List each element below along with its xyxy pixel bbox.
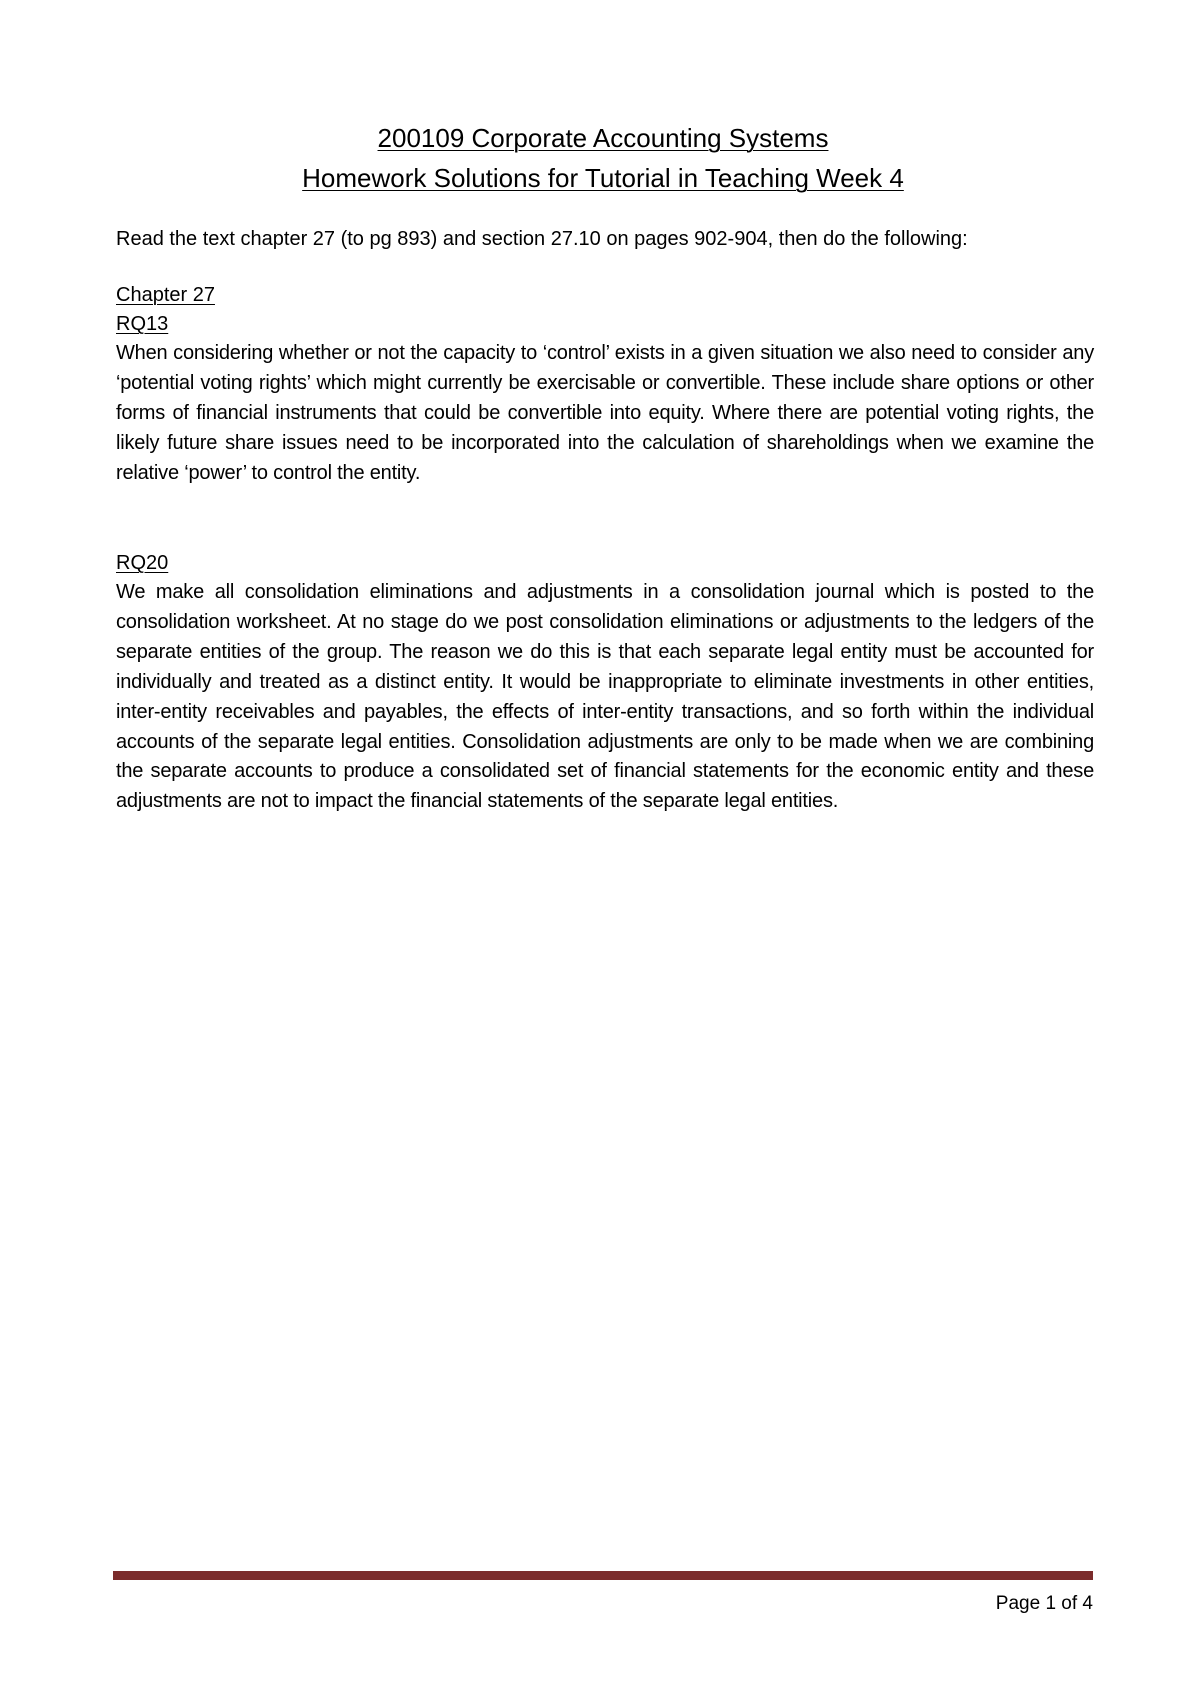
chapter-heading: Chapter 27 bbox=[116, 284, 215, 306]
section-text-rq13: When considering whether or not the capacity to ‘control’ exists in a given situation we also need to consider any ‘potential voting rights’ which might currently be exercisable or convertible. These include share options or other forms of financial instruments that could be convertible into equity. Where there are potential voting rights, the likely future share issues need to be incorporated into the calculation of shareholdings when we examine the relative ‘power’ to control the entity. bbox=[116, 342, 1094, 484]
footer-rule bbox=[113, 1571, 1093, 1580]
section-heading-rq20: RQ20 bbox=[116, 552, 169, 574]
section-heading-rq13: RQ13 bbox=[116, 313, 169, 335]
title-line-course bbox=[113, 118, 1093, 158]
document-title bbox=[113, 118, 1093, 198]
title-line-subtitle bbox=[113, 158, 1093, 198]
course-title: 200109 Corporate Accounting Systems bbox=[377, 123, 829, 153]
reading-instructions: Read the text chapter 27 (to pg 893) and section 27.10 on pages 902-904, then do the following: bbox=[116, 228, 968, 250]
section-text-rq20: We make all consolidation eliminations and adjustments in a consolidation journal which is posted to the consolidation worksheet. At no stage do we post consolidation eliminations or adjustments to the ledgers of the separate entities of the group. The reason we do this is that each separate legal entity must be accounted for individually and treated as a distinct entity. It would be inappropriate to eliminate investments in other entities, inter-entity receivables and payables, the effects of inter-entity transactions, and so forth within the individual accounts of the separate legal entities. Consolidation adjustments are only to be made when we are combining the separate accounts to produce a consolidated set of financial statements for the economic entity and these adjustments are not to impact the financial statements of the separate legal entities. bbox=[116, 581, 1094, 813]
document-subtitle: Homework Solutions for Tutorial in Teaching Week 4 bbox=[302, 163, 904, 193]
page-number: Page 1 of 4 bbox=[995, 1593, 1093, 1614]
